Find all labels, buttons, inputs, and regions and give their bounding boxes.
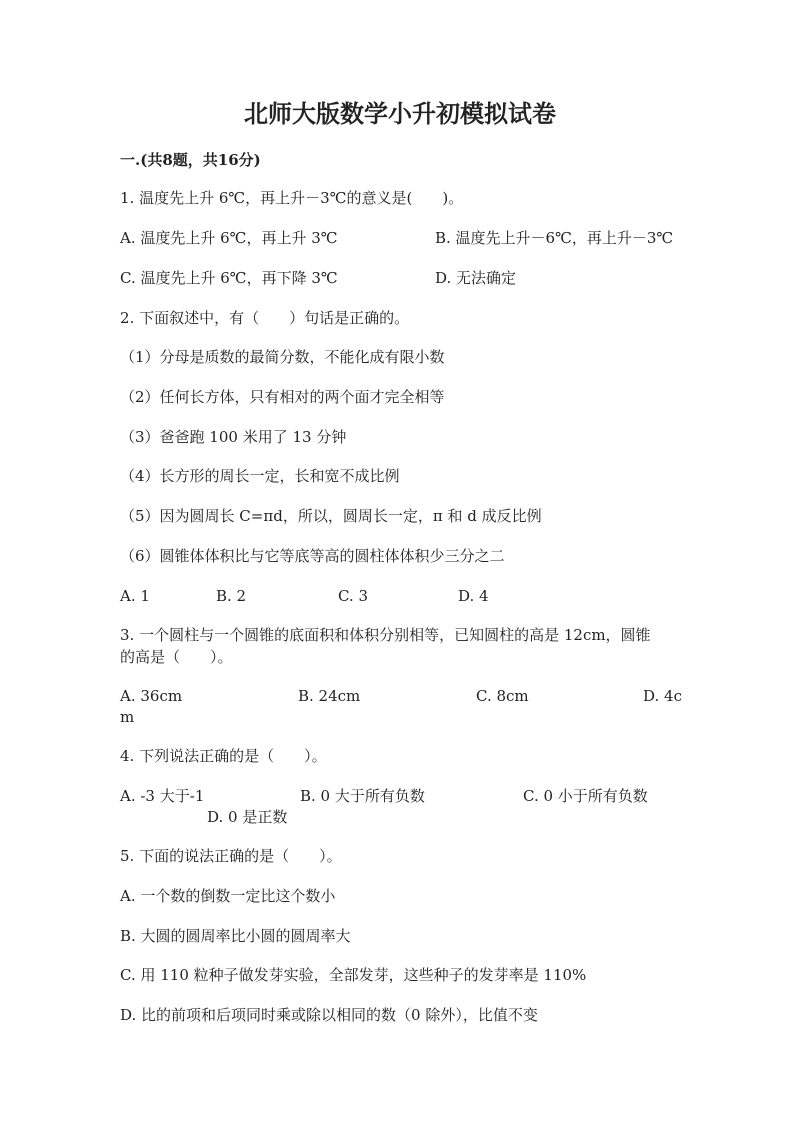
question-3-option-d: D. 4c bbox=[643, 687, 682, 705]
question-2-statement-6: （6）圆锥体体积比与它等底等高的圆柱体体积少三分之二 bbox=[120, 547, 505, 565]
section-heading: 一.(共8题，共16分) bbox=[120, 151, 261, 169]
question-3-stem-line-2: 的高是（ ）。 bbox=[120, 648, 233, 666]
page-title: 北师大版数学小升初模拟试卷 bbox=[244, 99, 556, 128]
question-1-option-d: D. 无法确定 bbox=[435, 269, 517, 287]
question-1-option-b: B. 温度先上升－6℃，再上升－3℃ bbox=[435, 229, 674, 247]
question-2-stem: 2. 下面叙述中，有（ ）句话是正确的。 bbox=[120, 309, 410, 327]
question-2-statement-2: （2）任何长方体，只有相对的两个面才完全相等 bbox=[120, 388, 445, 406]
question-3-option-a: A. 36cm bbox=[120, 687, 183, 705]
question-1-option-a: A. 温度先上升 6℃，再上升 3℃ bbox=[120, 229, 338, 247]
question-1-option-c: C. 温度先上升 6℃，再下降 3℃ bbox=[120, 269, 338, 287]
question-5-option-c: C. 用 110 粒种子做发芽实验，全部发芽，这些种子的发芽率是 110% bbox=[120, 966, 587, 984]
question-4-option-b: B. 0 大于所有负数 bbox=[300, 787, 425, 805]
question-4-option-c: C. 0 小于所有负数 bbox=[523, 787, 648, 805]
question-4-option-d: D. 0 是正数 bbox=[207, 808, 288, 826]
question-2-option-b: B. 2 bbox=[216, 587, 247, 605]
question-3-stem-line-1: 3. 一个圆柱与一个圆锥的底面积和体积分别相等，已知圆柱的高是 12cm，圆锥 bbox=[120, 626, 651, 644]
question-5-option-d: D. 比的前项和后项同时乘或除以相同的数（0 除外），比值不变 bbox=[120, 1006, 538, 1024]
question-2-option-c: C. 3 bbox=[338, 587, 369, 605]
question-2-statement-4: （4）长方形的周长一定，长和宽不成比例 bbox=[120, 467, 400, 485]
question-2-statement-1: （1）分母是质数的最简分数，不能化成有限小数 bbox=[120, 348, 445, 366]
question-3-option-c: C. 8cm bbox=[476, 687, 529, 705]
question-4-option-a: A. -3 大于-1 bbox=[120, 787, 205, 805]
question-2-statement-3: （3）爸爸跑 100 米用了 13 分钟 bbox=[120, 428, 347, 446]
question-3-option-d-wrap: m bbox=[120, 708, 135, 726]
question-5-option-b: B. 大圆的圆周率比小圆的圆周率大 bbox=[120, 927, 351, 945]
question-2-option-a: A. 1 bbox=[120, 587, 150, 605]
question-1-stem: 1. 温度先上升 6℃，再上升－3℃的意义是( )。 bbox=[120, 189, 464, 207]
question-2-statement-5: （5）因为圆周长 C=πd，所以，圆周长一定，π 和 d 成反比例 bbox=[120, 507, 542, 525]
question-2-option-d: D. 4 bbox=[458, 587, 489, 605]
question-3-option-b: B. 24cm bbox=[298, 687, 361, 705]
question-5-option-a: A. 一个数的倒数一定比这个数小 bbox=[120, 887, 336, 905]
question-4-stem: 4. 下列说法正确的是（ ）。 bbox=[120, 747, 327, 765]
question-5-stem: 5. 下面的说法正确的是（ ）。 bbox=[120, 847, 342, 865]
